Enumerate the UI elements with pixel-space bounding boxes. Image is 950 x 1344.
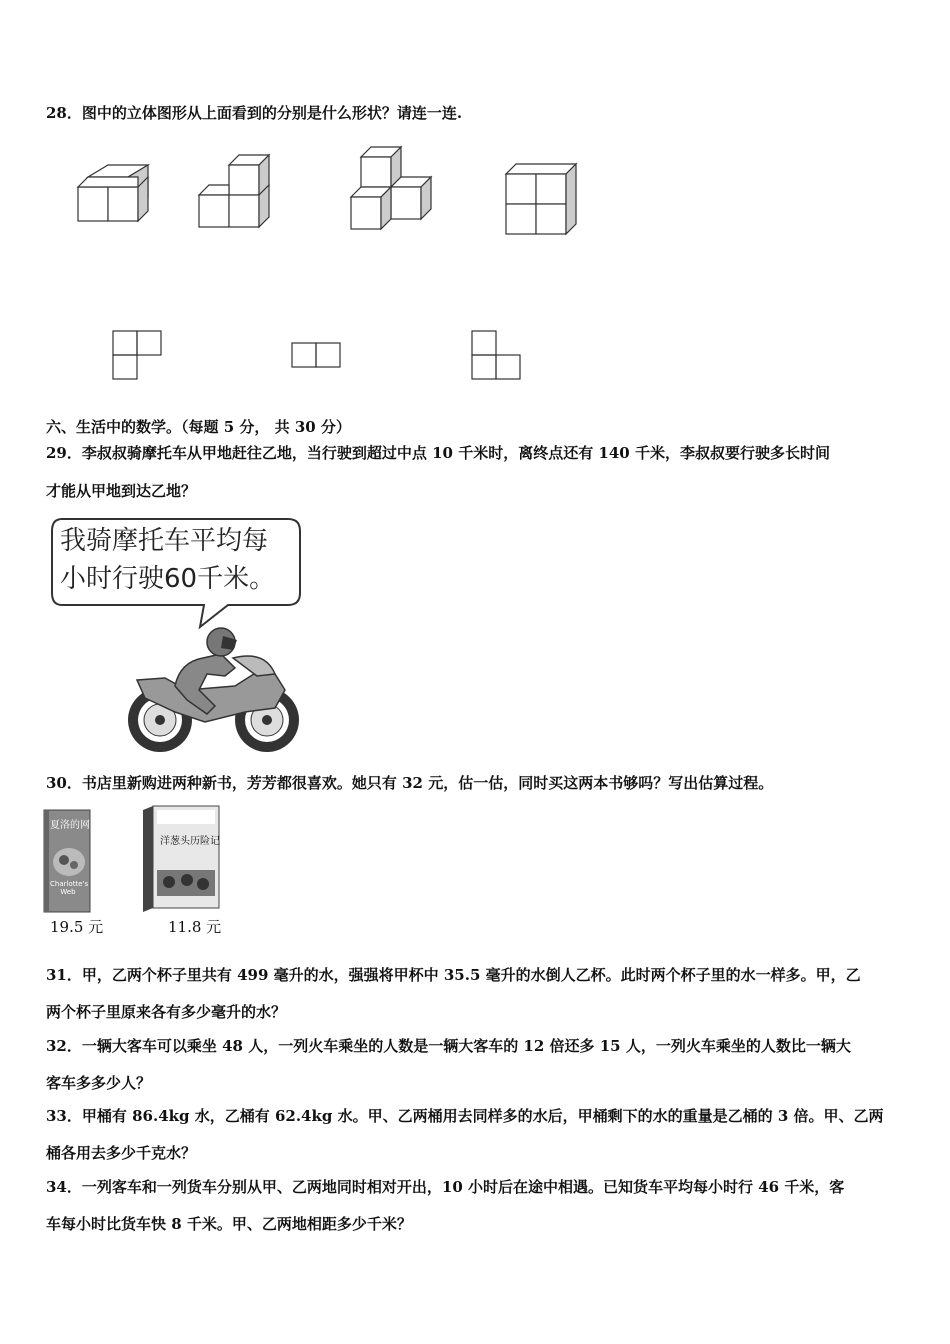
q32-line1: 32．一辆大客车可以乘坐 48 人，一列火车乘坐的人数是一辆大客车的 12 倍还多 15 人，一列火车乘坐的人数比一辆大 (46, 1037, 851, 1055)
top-view-shape-2 (291, 342, 343, 370)
section-heading: 六、生活中的数学。（每题 5 分， 共 30 分） (46, 418, 351, 436)
solid-figure-4 (500, 160, 585, 240)
q28-text: 28．图中的立体图形从上面看到的分别是什么形状？请连一连. (46, 104, 463, 122)
q34-line1: 34．一列客车和一列货车分别从甲、乙两地同时相对开出，10 小时后在途中相遇。已知货车平均每小时行 46 千米，客 (46, 1178, 845, 1196)
motorcycle-illustration (125, 628, 303, 758)
book2-title: 洋葱头历险记 (160, 836, 220, 847)
q33-line1: 33．甲桶有 86.4kg 水，乙桶有 62.4kg 水。甲、乙两桶用去同样多的水后，甲桶剩下的水的重量是乙桶的 3 倍。甲、乙两 (46, 1107, 884, 1125)
bubble-line1: 我骑摩托车平均每 (60, 526, 269, 556)
book1-price: 19.5 元 (50, 918, 104, 936)
q34-line2: 车每小时比货车快 8 千米。甲、乙两地相距多少千米？ (46, 1215, 412, 1233)
solid-figure-1 (70, 165, 160, 235)
q29-line1: 29．李叔叔骑摩托车从甲地赶往乙地，当行驶到超过中点 10 千米时，离终点还有 140 千米，李叔叔要行驶多长时间 (46, 444, 830, 462)
top-view-shape-3 (471, 330, 523, 382)
q32-line2: 客车多多少人？ (46, 1074, 152, 1092)
bubble-line2: 小时行驶60千米。 (60, 564, 276, 594)
q30-text: 30．书店里新购进两种新书，芳芳都很喜欢。她只有 32 元，估一估，同时买这两本书够吗？写出估算过程。 (46, 774, 774, 792)
top-view-shape-1 (112, 330, 164, 382)
book1-title: 夏洛的网 (50, 820, 90, 831)
solid-figure-2 (195, 155, 275, 235)
q29-line2: 才能从甲地到达乙地？ (46, 482, 197, 500)
book-cover-2 (143, 806, 221, 912)
q33-line2: 桶各用去多少千克水？ (46, 1144, 197, 1162)
solid-figure-3 (345, 147, 440, 237)
q31-line1: 31．甲，乙两个杯子里共有 499 毫升的水，强强将甲杯中 35.5 毫升的水倒人乙杯。此时两个杯子里的水一样多。甲，乙 (46, 966, 861, 984)
book2-price: 11.8 元 (168, 918, 222, 936)
book1-subtitle: Charlotte's Web (50, 880, 89, 896)
q31-line2: 两个杯子里原来各有多少毫升的水？ (46, 1003, 287, 1021)
